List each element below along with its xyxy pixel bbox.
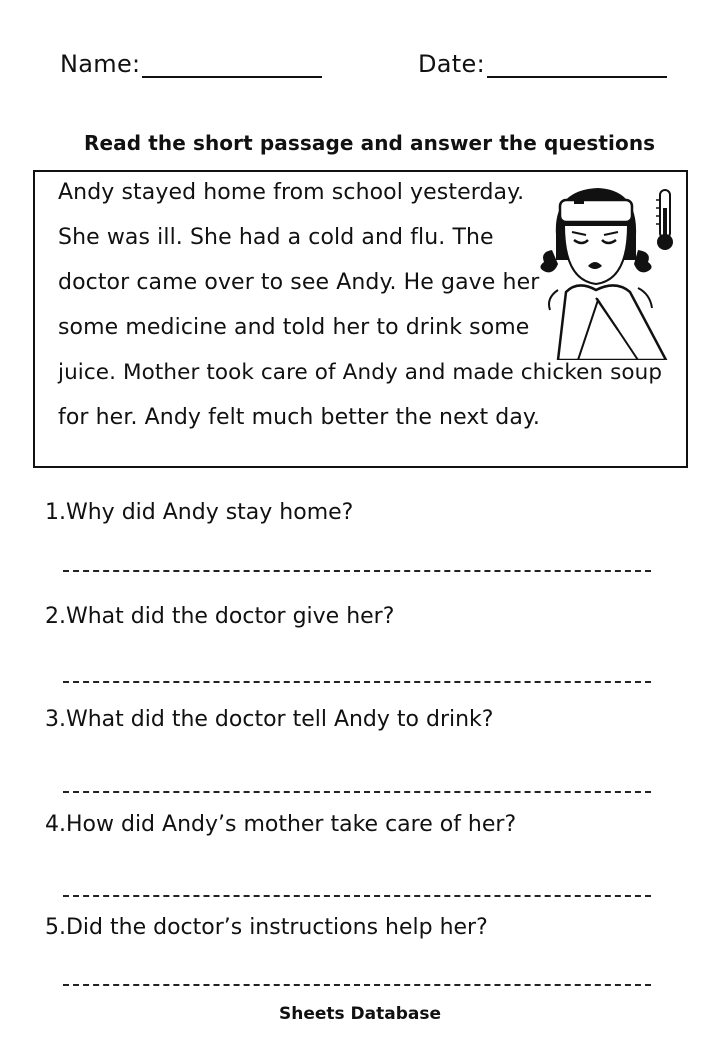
name-label: Name:: [60, 50, 141, 78]
question-1: 1.Why did Andy stay home?: [45, 500, 354, 525]
passage-line: Andy stayed home from school yesterday.: [58, 180, 525, 205]
answer-line[interactable]: [63, 791, 651, 793]
question-5: 5.Did the doctor’s instructions help her?: [45, 915, 488, 940]
passage-line: doctor came over to see Andy. He gave her: [58, 270, 540, 295]
answer-line[interactable]: [63, 681, 651, 683]
date-label: Date:: [418, 50, 485, 78]
answer-line[interactable]: [63, 984, 651, 986]
question-2: 2.What did the doctor give her?: [45, 604, 395, 629]
date-blank-line[interactable]: [487, 54, 667, 78]
question-3: 3.What did the doctor tell Andy to drink?: [45, 707, 494, 732]
instructions-heading: Read the short passage and answer the questions: [84, 131, 656, 155]
question-4: 4.How did Andy’s mother take care of her?: [45, 812, 517, 837]
date-field[interactable]: [418, 50, 667, 78]
passage-line: some medicine and told her to drink some: [58, 315, 530, 340]
passage-line: for her. Andy felt much better the next day.: [58, 405, 540, 430]
footer-brand: Sheets Database: [278, 1004, 442, 1024]
name-field[interactable]: [60, 50, 322, 78]
passage-line: juice. Mother took care of Andy and made chicken soup: [58, 360, 663, 385]
answer-line[interactable]: [63, 570, 651, 572]
passage-line: She was ill. She had a cold and flu. The: [58, 225, 494, 250]
sick-girl-with-thermometer-icon: [538, 180, 683, 360]
answer-line[interactable]: [63, 895, 651, 897]
name-blank-line[interactable]: [142, 54, 322, 78]
